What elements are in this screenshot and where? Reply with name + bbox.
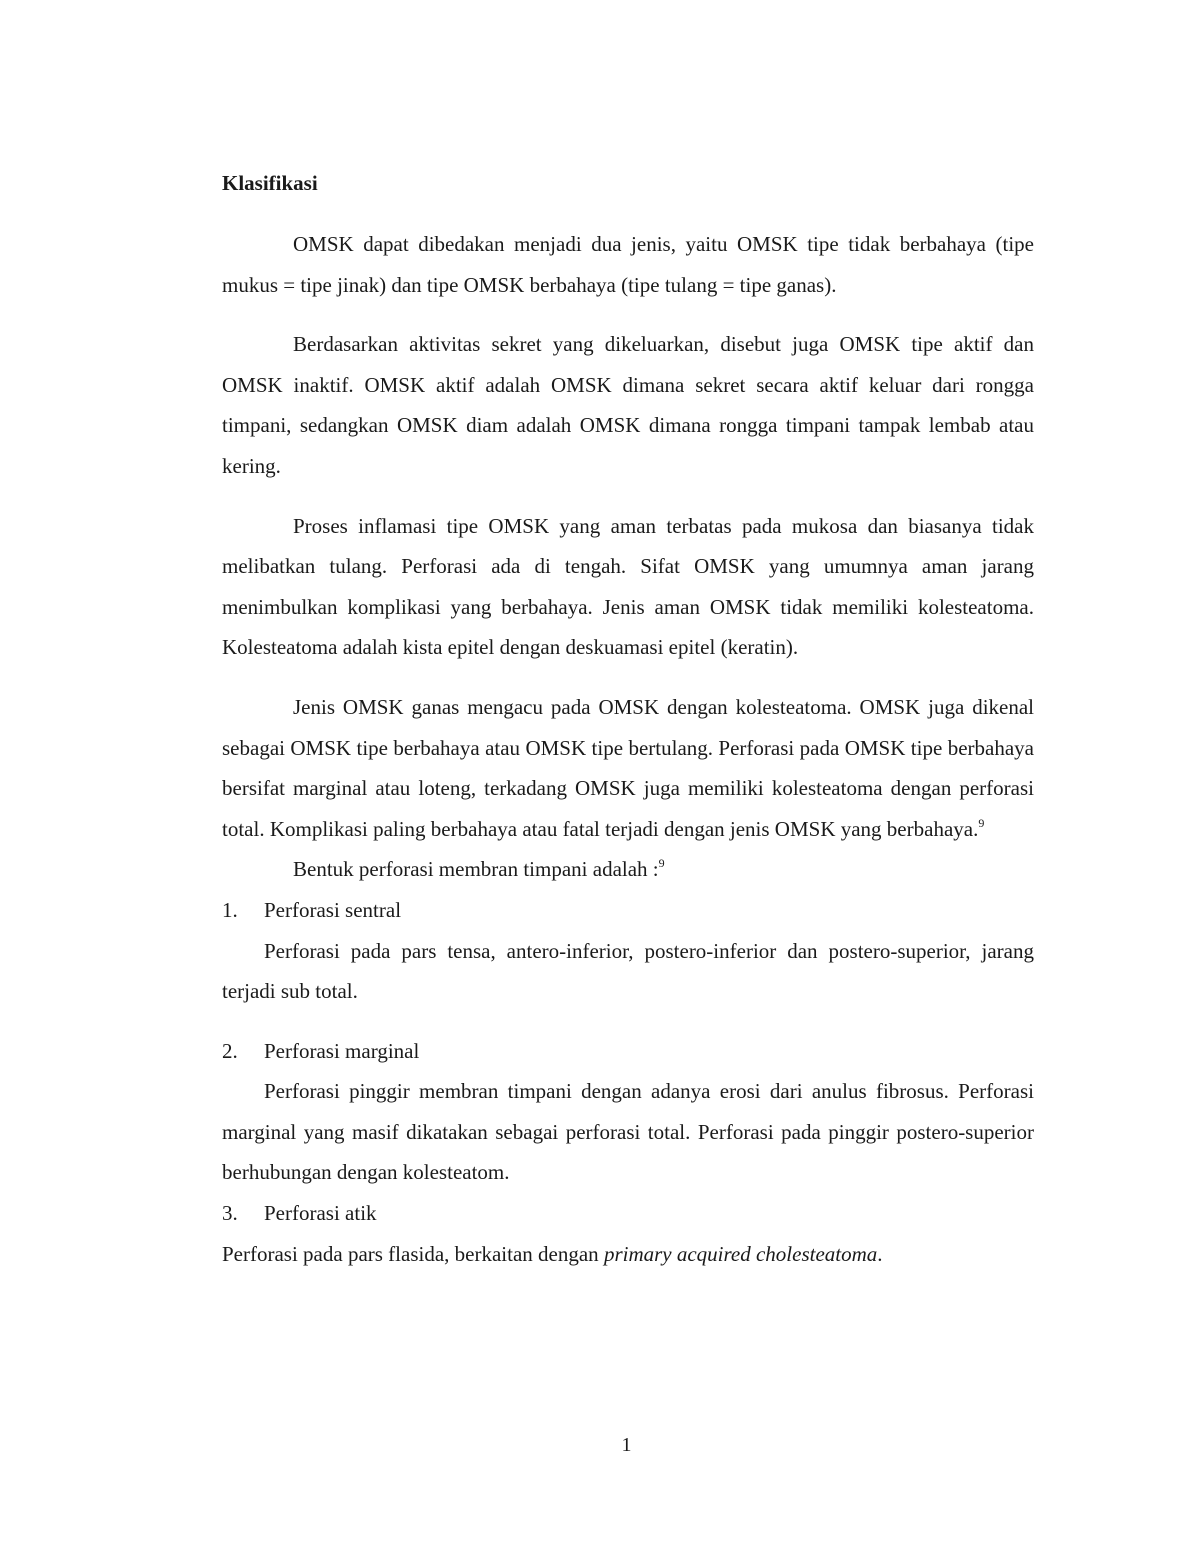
italic-term: primary acquired cholesteatoma: [603, 1241, 878, 1266]
page-content: [222, 168, 1034, 1274]
list-item-body: [222, 1234, 1034, 1275]
paragraph-dangerous-type-text: Jenis OMSK ganas mengacu pada OMSK dengan kolesteatoma. OMSK juga dikenal sebagai OMSK tipe berbahaya atau OMSK tipe bertulang. Perforasi pada OMSK tipe berbahaya bersifat marginal atau loteng, terkadang OMSK juga memiliki kolesteatoma dengan perforasi total. Komplikasi paling berbahaya atau fatal terjadi dengan jenis OMSK yang berbahaya.: [222, 694, 1034, 841]
section-heading: Klasifikasi: [222, 171, 318, 195]
list-item: [222, 1031, 1034, 1193]
list-item: [222, 1193, 1034, 1274]
list-item-title: [222, 1193, 1034, 1234]
paragraph-dangerous-type: [222, 687, 1034, 849]
page-number: 1: [621, 1434, 632, 1456]
list-item-number: 2.: [222, 1038, 238, 1063]
paragraph-perforation-forms: [222, 849, 1034, 890]
reference-superscript: 9: [658, 856, 665, 871]
list-item-number: 1.: [222, 897, 238, 922]
list-item: [222, 890, 1034, 1012]
list-item-body: Perforasi pinggir membran timpani dengan adanya erosi dari anulus fibrosus. Perforasi marginal yang masif dikatakan sebagai perforasi total. Perforasi pada pinggir postero-superior berhubungan dengan kolesteatom.: [222, 1079, 1034, 1185]
list-item-number: 3.: [222, 1201, 238, 1226]
list-item-title: [222, 1031, 1034, 1072]
paragraph-active-inactive: Berdasarkan aktivitas sekret yang dikeluarkan, disebut juga OMSK tipe aktif dan OMSK inaktif. OMSK aktif adalah OMSK dimana sekret secara aktif keluar dari rongga timpani, sedangkan OMSK diam adalah OMSK dimana rongga timpani tampak lembab atau kering.: [222, 332, 1034, 478]
list-item-body: Perforasi pada pars tensa, antero-inferior, postero-inferior dan postero-superior, jarang terjadi sub total.: [222, 938, 1034, 1004]
list-item-title-text: Perforasi marginal: [264, 1038, 420, 1063]
list-item-body-suffix: .: [877, 1241, 883, 1266]
paragraph-safe-type: Proses inflamasi tipe OMSK yang aman terbatas pada mukosa dan biasanya tidak melibatkan tulang. Perforasi ada di tengah. Sifat OMSK yang umumnya aman jarang menimbulkan komplikasi yang berbahaya. Jenis aman OMSK tidak memiliki kolesteatoma. Kolesteatoma adalah kista epitel dengan deskuamasi epitel (keratin).: [222, 513, 1034, 660]
reference-superscript: 9: [978, 815, 985, 830]
list-item-body-text: Perforasi pada pars flasida, berkaitan dengan: [222, 1241, 604, 1266]
list-item-title-text: Perforasi atik: [264, 1201, 377, 1226]
paragraph-perforation-forms-text: Bentuk perforasi membran timpani adalah :: [293, 857, 659, 882]
list-item-title-text: Perforasi sentral: [264, 897, 402, 922]
paragraph-classification-types: OMSK dapat dibedakan menjadi dua jenis, yaitu OMSK tipe tidak berbahaya (tipe mukus = tipe jinak) dan tipe OMSK berbahaya (tipe tulang = tipe ganas).: [222, 232, 1034, 297]
list-item-title: [222, 890, 1034, 931]
